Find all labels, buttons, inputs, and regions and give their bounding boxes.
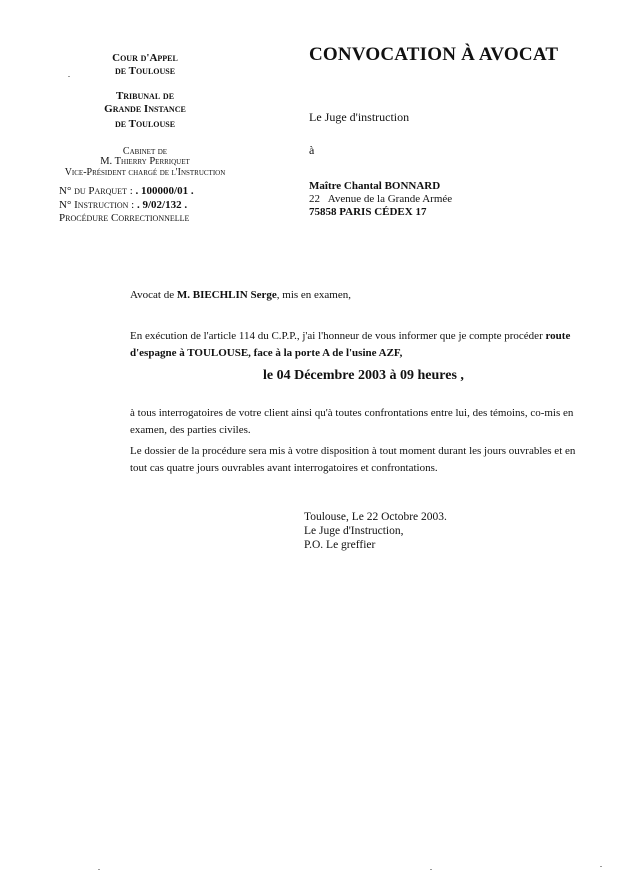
- parquet-number: [59, 185, 194, 198]
- recipient-street: [309, 193, 452, 206]
- cabinet-line2: M. Thierry Perriquet: [100, 156, 190, 167]
- document-title: CONVOCATION À AVOCAT: [309, 44, 559, 65]
- parquet-label: N° du Parquet :: [59, 185, 133, 197]
- instruction-label: N° Instruction :: [59, 199, 135, 211]
- instruction-number: [59, 199, 187, 212]
- scan-speck: [600, 866, 602, 867]
- recipient-city: 75858 PARIS CÉDEX 17: [309, 206, 427, 218]
- recipient-street-name: Avenue de la Grande Armée: [327, 193, 453, 205]
- scan-speck: [430, 869, 432, 870]
- signature-role: Le Juge d'Instruction,: [304, 525, 404, 537]
- client-name: M. BIECHLIN Serge: [176, 289, 277, 301]
- paragraph-dossier: Le dossier de la procédure sera mis à votre disposition à tout moment durant les jours ouvrables et en tout cas quatre jours ouvrables avant interrogatoires et confrontations.: [130, 445, 576, 474]
- appointment-date: le 04 Décembre 2003 à 09 heures ,: [263, 368, 464, 383]
- signature-po: P.O. Le greffier: [304, 539, 376, 551]
- cour-appel-line1: Cour d'Appel: [112, 52, 178, 64]
- intro-prefix: Avocat de: [130, 289, 177, 301]
- cabinet-line1: Cabinet de: [122, 146, 168, 157]
- cour-appel-line2: de Toulouse: [114, 65, 176, 77]
- scan-speck: [68, 76, 70, 77]
- signature-place-date: Toulouse, Le 22 Octobre 2003.: [304, 511, 447, 523]
- location-line2: d'espagne à TOULOUSE, face à la porte A de l'usine AZF,: [130, 347, 403, 359]
- to-label: à: [309, 143, 315, 157]
- recipient-name: Maître Chantal BONNARD: [309, 180, 441, 192]
- tribunal-line1: Tribunal de: [115, 90, 175, 102]
- procedure-type: Procédure Correctionnelle: [59, 212, 190, 224]
- parquet-value: . 100000/01 .: [135, 185, 194, 197]
- tribunal-line2: Grande Instance: [104, 103, 186, 115]
- tribunal-line3: de Toulouse: [114, 118, 176, 130]
- location-line1: route: [545, 330, 571, 342]
- sender-label: Le Juge d'instruction: [309, 110, 410, 124]
- cabinet-line3: Vice-Président chargé de l'Instruction: [64, 167, 226, 178]
- scan-speck: [98, 869, 100, 870]
- intro-suffix: , mis en examen,: [276, 289, 351, 301]
- instruction-value: . 9/02/132 .: [136, 199, 188, 211]
- paragraph-interrogatoires: à tous interrogatoires de votre client ainsi qu'à toutes confrontations entre lui, des témoins, co-mis en examen, des parties civiles.: [130, 407, 574, 436]
- recipient-street-number: 22: [309, 193, 320, 205]
- paragraph-convocation: [130, 328, 592, 362]
- intro-line: [130, 289, 351, 301]
- para1-prefix: En exécution de l'article 114 du C.P.P., j'ai l'honneur de vous informer que je compte procéder: [130, 330, 546, 342]
